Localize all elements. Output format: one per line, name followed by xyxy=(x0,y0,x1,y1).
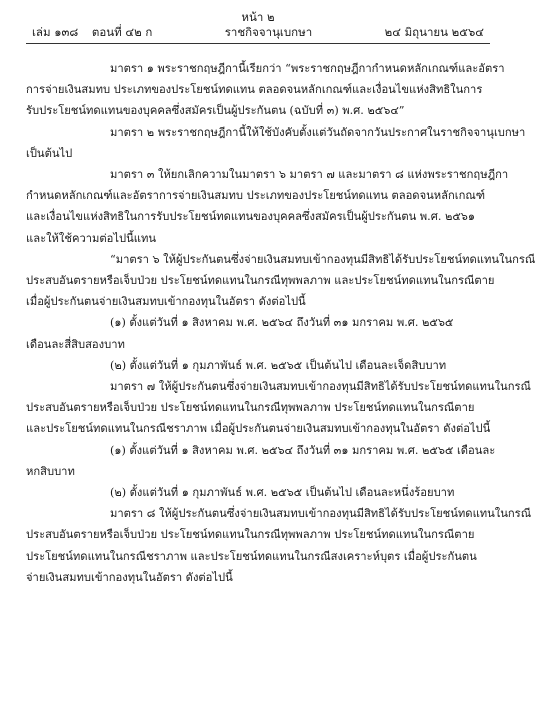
body-text-line: (๑) ตั้งแต่วันที่ ๑ สิงหาคม พ.ศ. ๒๕๖๔ ถึงวันที่ ๓๑ มกราคม พ.ศ. ๒๕๖๕ เดือนละ xyxy=(110,443,496,457)
body-text-line: “มาตรา ๖ ให้ผู้ประกันตนซึ่งจ่ายเงินสมทบเข้ากองทุนมีสิทธิได้รับประโยชน์ทดแทนในกรณี xyxy=(110,252,535,266)
body-text-line: เมื่อผู้ประกันตนจ่ายเงินสมทบเข้ากองทุนในอัตรา ดังต่อไปนี้ xyxy=(26,295,306,309)
header-divider xyxy=(26,43,490,44)
body-text-line: กำหนดหลักเกณฑ์และอัตราการจ่ายเงินสมทบ ประเภทของประโยชน์ทดแทน ตลอดจนหลักเกณฑ์ xyxy=(26,189,486,203)
body-text-line: ประสบอันตรายหรือเจ็บป่วย ประโยชน์ทดแทนในกรณีทุพพลภาพ ประโยชน์ทดแทนในกรณีตาย xyxy=(26,401,475,415)
body-text-line: ประสบอันตรายหรือเจ็บป่วย ประโยชน์ทดแทนในกรณีทุพพลภาพ ประโยชน์ทดแทนในกรณีตาย xyxy=(26,528,475,542)
body-text-line: (๑) ตั้งแต่วันที่ ๑ สิงหาคม พ.ศ. ๒๕๖๔ ถึงวันที่ ๓๑ มกราคม พ.ศ. ๒๕๖๕ xyxy=(110,316,454,330)
body-text-line: มาตรา ๓ ให้ยกเลิกความในมาตรา ๖ มาตรา ๗ และมาตรา ๘ แห่งพระราชกฤษฎีกา xyxy=(110,168,509,182)
body-text-line: หกสิบบาท xyxy=(26,464,75,478)
body-text-line: มาตรา ๗ ให้ผู้ประกันตนซึ่งจ่ายเงินสมทบเข้ากองทุนมีสิทธิได้รับประโยชน์ทดแทนในกรณี xyxy=(110,380,531,394)
page-number: หน้า ๒ xyxy=(241,10,275,24)
body-text-line: มาตรา ๘ ให้ผู้ประกันตนซึ่งจ่ายเงินสมทบเข้ากองทุนมีสิทธิได้รับประโยชน์ทดแทนในกรณี xyxy=(110,507,532,521)
body-text-line: ประโยชน์ทดแทนในกรณีชราภาพ และประโยชน์ทดแทนในกรณีสงเคราะห์บุตร เมื่อผู้ประกันตน xyxy=(26,549,477,563)
header-issue-info xyxy=(32,24,152,40)
header-part: ตอนที่ ๔๒ ก xyxy=(91,25,153,39)
body-text-line: เป็นต้นไป xyxy=(26,146,73,160)
body-text-line: (๒) ตั้งแต่วันที่ ๑ กุมภาพันธ์ พ.ศ. ๒๕๖๕ เป็นต้นไป เดือนละเจ็ดสิบบาท xyxy=(110,358,447,372)
body-text-line: รับประโยชน์ทดแทนของบุคคลซึ่งสมัครเป็นผู้ประกันตน (ฉบับที่ ๓) พ.ศ. ๒๕๖๔” xyxy=(26,104,405,118)
body-text-line: และให้ใช้ความต่อไปนี้แทน xyxy=(26,231,156,245)
header-volume: เล่ม ๑๓๘ xyxy=(32,25,79,39)
body-text-line: (๒) ตั้งแต่วันที่ ๑ กุมภาพันธ์ พ.ศ. ๒๕๖๕ เป็นต้นไป เดือนละหนึ่งร้อยบาท xyxy=(110,486,455,500)
document-body xyxy=(26,58,535,588)
body-text-line: มาตรา ๒ พระราชกฤษฎีกานี้ให้ใช้บังคับตั้งแต่วันถัดจากวันประกาศในราชกิจจานุเบกษา xyxy=(110,125,526,139)
body-text-line: มาตรา ๑ พระราชกฤษฎีกานี้เรียกว่า “พระราชกฤษฎีกากำหนดหลักเกณฑ์และอัตรา xyxy=(110,62,505,75)
body-text-line: จ่ายเงินสมทบเข้ากองทุนในอัตรา ดังต่อไปนี้ xyxy=(26,570,233,584)
header-date: ๒๔ มิถุนายน ๒๕๖๔ xyxy=(384,25,484,39)
body-text-line: ประสบอันตรายหรือเจ็บป่วย ประโยชน์ทดแทนในกรณีทุพพลภาพ และประโยชน์ทดแทนในกรณีตาย xyxy=(26,274,495,288)
body-text-line: และประโยชน์ทดแทนในกรณีชราภาพ เมื่อผู้ประกันตนจ่ายเงินสมทบเข้ากองทุนในอัตรา ดังต่อไปนี้ xyxy=(26,422,491,436)
body-text-line: การจ่ายเงินสมทบ ประเภทของประโยชน์ทดแทน ตลอดจนหลักเกณฑ์และเงื่อนไขแห่งสิทธิในการ xyxy=(26,83,483,97)
running-header xyxy=(26,24,490,40)
body-text-line: และเงื่อนไขแห่งสิทธิในการรับประโยชน์ทดแทนของบุคคลซึ่งสมัครเป็นผู้ประกันตน พ.ศ. ๒๕๖๑ xyxy=(26,210,475,224)
body-text-line: เดือนละสี่สิบสองบาท xyxy=(26,337,125,351)
header-publication: ราชกิจจานุเบกษา xyxy=(224,25,313,39)
